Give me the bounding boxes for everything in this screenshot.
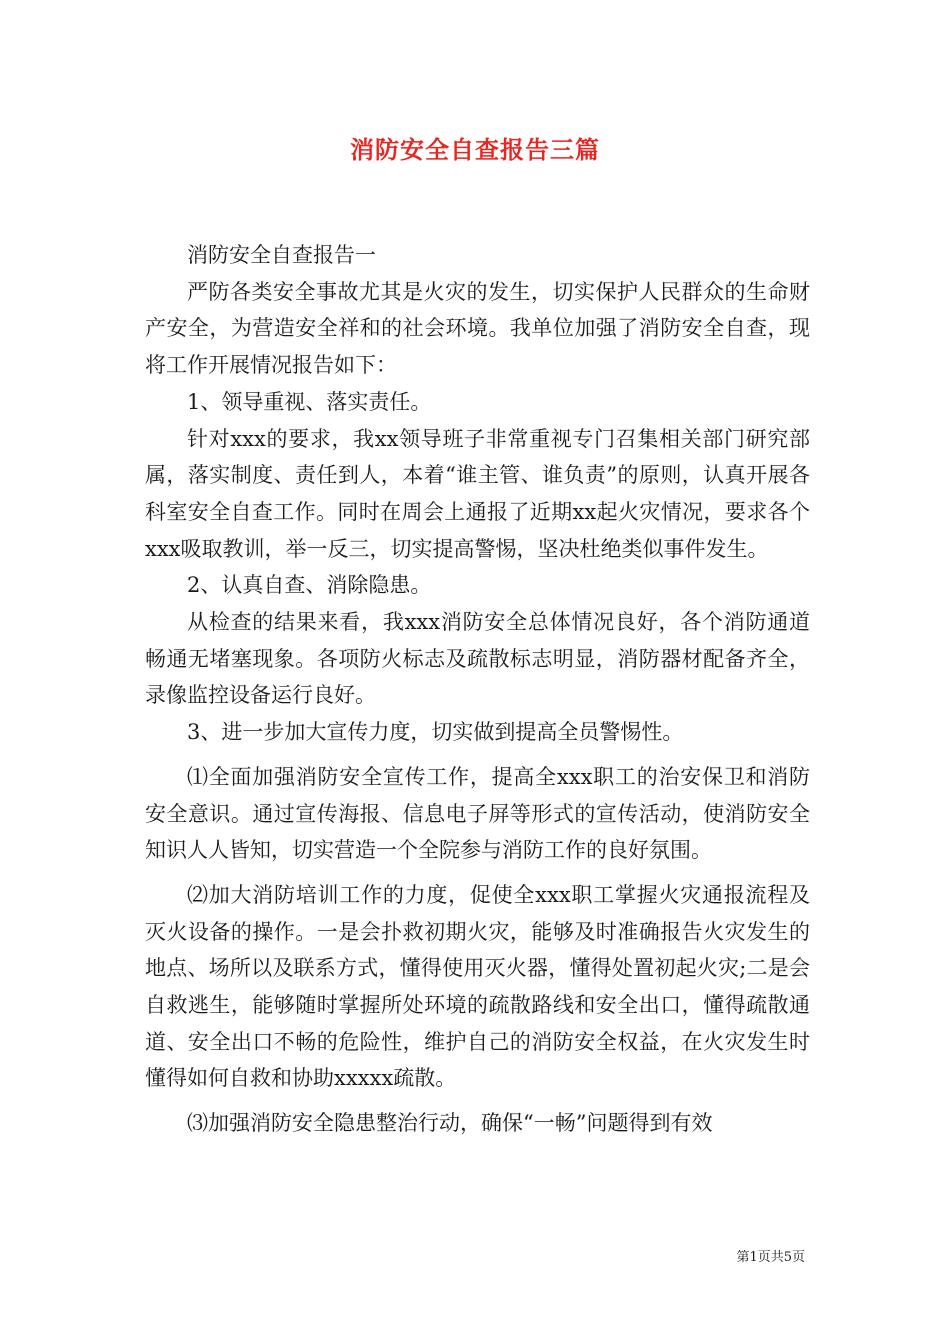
page-number: 第1页共5页 (736, 1250, 805, 1265)
item-heading-2: 2、认真自查、消除隐患。 (187, 573, 432, 598)
document-body (145, 237, 810, 1142)
item-heading-3: 3、进一步加大宣传力度，切实做到提高全员警惕性。 (187, 720, 684, 745)
sub-item-1: ⑴全面加强消防安全宣传工作，提高全xxx职工的治安保卫和消防安全意识。通过宣传海报、信息电子屏等形式的宣传活动，使消防安全知识人人皆知，切实营造一个全院参与消防工作的良好氛围。 (145, 764, 810, 863)
document-title: 消防安全自查报告三篇 (350, 135, 600, 164)
paragraph-2: 从检查的结果来看，我xxx消防安全总体情况良好，各个消防通道畅通无堵塞现象。各项防火标志及疏散标志明显，消防器材配备齐全，录像监控设备运行良好。 (145, 610, 810, 708)
sub-item-2: ⑵加大消防培训工作的力度，促使全xxx职工掌握火灾通报流程及灭火设备的操作。一是会扑救初期火灾，能够及时准确报告火灾发生的地点、场所以及联系方式，懂得使用灭火器，懂得处置初起火灾;二是会自救逃生，能够随时掌握所处环境的疏散路线和安全出口，懂得疏散通道、安全出口不畅的危险性，维护自己的消防安全权益，在火灾发生时懂得如何自救和协助xxxxx疏散。 (145, 882, 810, 1091)
section-heading: 消防安全自查报告一 (187, 243, 376, 267)
item-heading-1: 1、领导重视、落实责任。 (187, 389, 432, 414)
paragraph-intro: 严防各类安全事故尤其是火灾的发生，切实保护人民群众的生命财产安全，为营造安全祥和的社会环境。我单位加强了消防安全自查，现将工作开展情况报告如下： (145, 279, 810, 378)
sub-item-3: ⑶加强消防安全隐患整治行动，确保“一畅”问题得到有效 (187, 1111, 713, 1136)
paragraph-1: 针对xxx的要求，我xx领导班子非常重视专门召集相关部门研究部属，落实制度、责任到人，本着“谁主管、谁负责”的原则，认真开展各科室安全自查工作。同时在周会上通报了近期xx起火灾情况，要求各个xxx吸取教训，举一反三，切实提高警惕，坚决杜绝类似事件发生。 (145, 426, 810, 561)
